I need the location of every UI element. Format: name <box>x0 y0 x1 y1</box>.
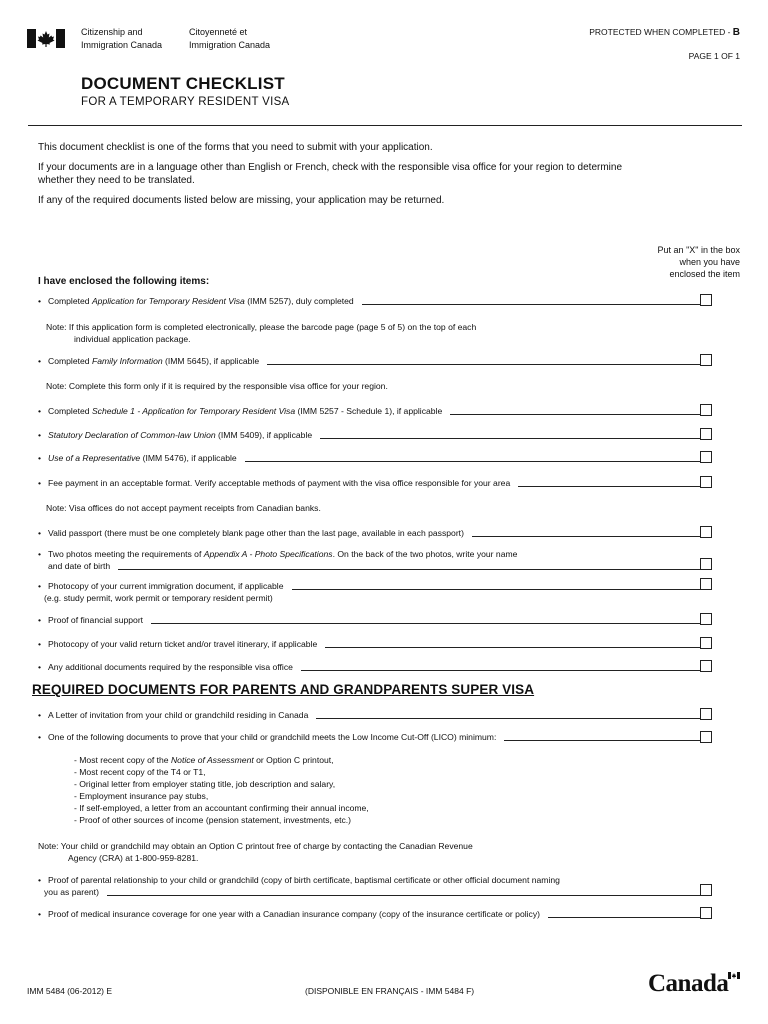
checklist-item: • Completed Schedule 1 - Application for Temporary Resident Visa (IMM 5257 - Schedule 1), if applicable <box>38 405 714 417</box>
canada-wordmark: Canada <box>648 970 729 997</box>
checklist-item: • One of the following documents to prove that your child or grandchild meets the Low Income Cut-Off (LICO) minimum: <box>38 731 714 743</box>
protected-label: PROTECTED WHEN COMPLETED - B <box>589 27 740 38</box>
super-visa-heading: REQUIRED DOCUMENTS FOR PARENTS AND GRANDPARENTS SUPER VISA <box>32 682 535 697</box>
checklist-item: • Two photos meeting the requirements of Appendix A - Photo Specifications. On the back of the two photos, write your name and date of birth <box>38 548 714 572</box>
checklist-item: • Fee payment in an acceptable format. Verify acceptable methods of payment with the visa office responsible for your area <box>38 477 714 489</box>
checkbox[interactable] <box>700 637 712 649</box>
department-name-fr: Citoyenneté et Immigration Canada <box>189 27 271 50</box>
checklist-item: • A Letter of invitation from your child or grandchild residing in Canada <box>38 709 714 721</box>
checkbox[interactable] <box>700 476 712 488</box>
checklist-item: • Proof of medical insurance coverage for one year with a Canadian insurance company (copy of the insurance certificate or policy) <box>38 908 714 920</box>
checklist-item: • Photocopy of your valid return ticket and/or travel itinerary, if applicable <box>38 638 714 650</box>
checkbox-instruction: Put an "X" in the box when you have enclosed the item <box>657 245 740 279</box>
checklist-item: • Completed Application for Temporary Resident Visa (IMM 5257), duly completed <box>38 295 714 307</box>
checkbox[interactable] <box>700 708 712 720</box>
checkbox[interactable] <box>700 578 712 590</box>
enclosed-heading: I have enclosed the following items: <box>38 276 210 287</box>
checkbox[interactable] <box>700 526 712 538</box>
checklist-item: • Any additional documents required by the responsible visa office <box>38 661 714 673</box>
page-number: PAGE 1 OF 1 <box>688 51 740 61</box>
intro-text: This document checklist is one of the forms that you need to submit with your application. If your documents are in a language other than English or French, check with the responsible visa office for your region to determine whether they need to be translated. If any of the required documents listed below are missing, your application may be returned. <box>38 142 623 206</box>
checkbox[interactable] <box>700 354 712 366</box>
checklist-item: • Use of a Representative (IMM 5476), if applicable <box>38 452 714 464</box>
note: Note: Your child or grandchild may obtain an Option C printout free of charge by contacting the Canadian Revenue Agency (CRA) at 1-800-959-8281. <box>38 841 473 863</box>
department-name-en: Citizenship and Immigration Canada <box>81 27 163 50</box>
note: Note: If this application form is completed electronically, please the barcode page (page 5 of 5) on the top of each individual application package. <box>46 322 477 344</box>
checklist-item: • Proof of financial support <box>38 614 714 626</box>
header-divider <box>28 125 742 126</box>
note: Note: Complete this form only if it is required by the responsible visa office for your region. <box>46 381 388 391</box>
checkbox[interactable] <box>700 428 712 440</box>
canada-flag-icon <box>27 29 65 48</box>
french-availability: (DISPONIBLE EN FRANÇAIS - IMM 5484 F) <box>305 986 475 996</box>
checklist-item: • Proof of parental relationship to your child or grandchild (copy of birth certificate, baptismal certificate or other official document naming you as parent) <box>38 874 714 898</box>
checkbox[interactable] <box>700 660 712 672</box>
checkbox[interactable] <box>700 451 712 463</box>
checklist-item: • Valid passport (there must be one completely blank page other than the last page, available in each passport) <box>38 527 714 539</box>
form-id: IMM 5484 (06-2012) E <box>27 986 113 996</box>
wordmark-flag-icon <box>728 972 740 979</box>
checkbox[interactable] <box>700 907 712 919</box>
checkbox[interactable] <box>700 558 712 570</box>
checklist-item: • Completed Family Information (IMM 5645), if applicable <box>38 355 714 367</box>
form-title: DOCUMENT CHECKLIST <box>81 74 285 93</box>
checkbox[interactable] <box>700 294 712 306</box>
checkbox[interactable] <box>700 884 712 896</box>
form-subtitle: FOR A TEMPORARY RESIDENT VISA <box>81 96 290 108</box>
checkbox[interactable] <box>700 404 712 416</box>
checkbox[interactable] <box>700 613 712 625</box>
checklist-item: • Statutory Declaration of Common-law Union (IMM 5409), if applicable <box>38 429 714 441</box>
checkbox[interactable] <box>700 731 712 743</box>
checklist-item: • Photocopy of your current immigration document, if applicable (e.g. study permit, work permit or temporary resident permit) <box>38 580 714 604</box>
lico-document-list: - Most recent copy of the Notice of Assessment or Option C printout, - Most recent copy of the T4 or T1, - Original letter from employer stating title, job description and salary, - Employment insurance pay stubs, - If self-employed, a letter from an accountant confirming their annual income, - Proof of other sources of income (pension statement, investments, etc.) <box>74 755 369 825</box>
note: Note: Visa offices do not accept payment receipts from Canadian banks. <box>46 503 321 513</box>
